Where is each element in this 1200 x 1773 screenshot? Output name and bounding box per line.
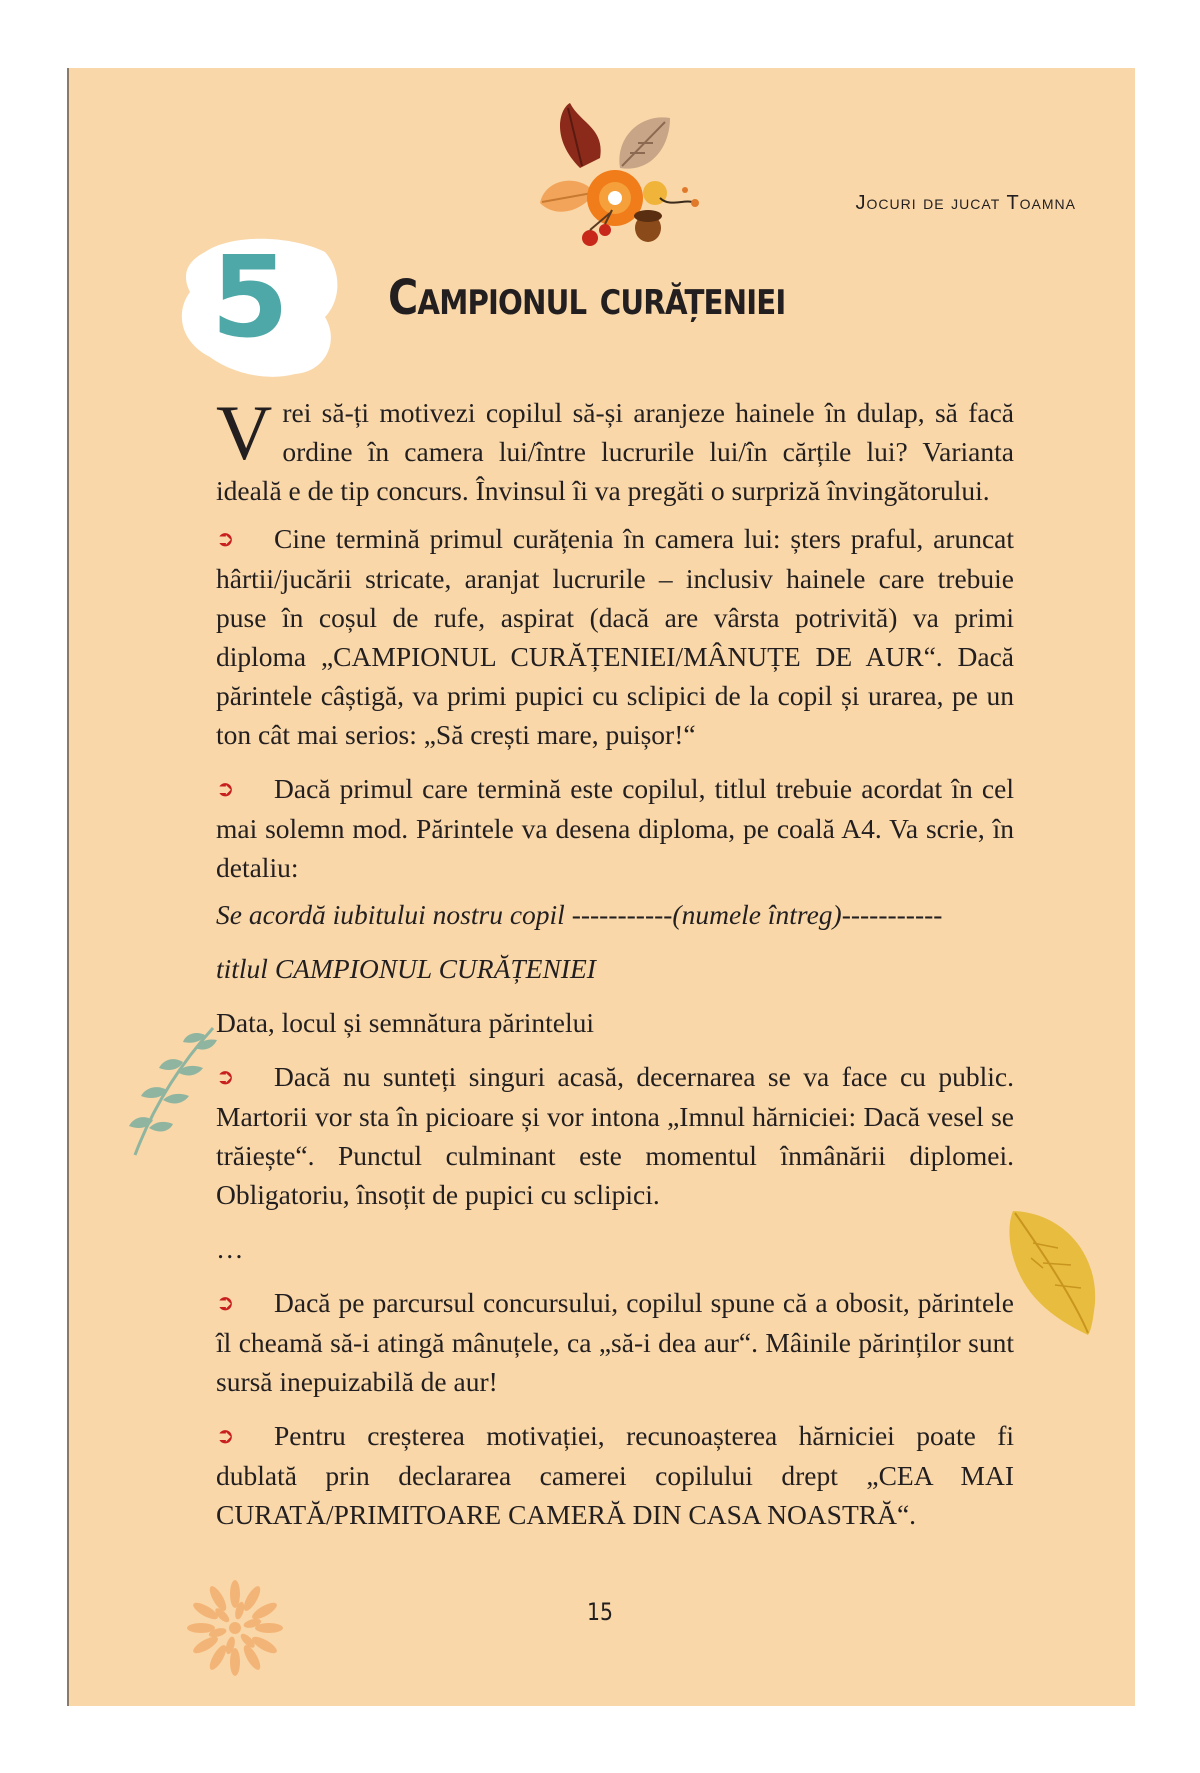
arrow-bullet-icon: ➲: [216, 1065, 235, 1090]
arrow-bullet-icon: ➲: [216, 1424, 235, 1449]
chapter-title: Campionul curățeniei: [388, 270, 786, 326]
arrow-bullet-icon: ➲: [216, 1291, 235, 1316]
bullet-paragraph: ➲ Cine termină primul curățenia în camera lui: șters praful, aruncat hârtii/jucării stricate, aranjat lucrurile – inclusiv hainele care trebuie puse în coșul de rufe, aspirat (dacă are vârsta potrivită) va primi diploma „CAMPIONUL CURĂȚENIEI/MÂNUȚE DE AUR“. Dacă părintele câștigă, va primi pupici cu sclipici de la copil și urarea, pe un ton cât mai serios: „Să crești mare, puișor!“: [216, 519, 1014, 754]
bullet-paragraph: ➲ Pentru creșterea motivației, recunoașterea hărniciei poate fi dublată prin declararea camerei copilului drept „CEA MAI CURATĂ/PRIMITOARE CAMERĂ DIN CASA NOASTRĂ“.: [216, 1416, 1014, 1534]
ellipsis: …: [216, 1233, 244, 1264]
bullet-paragraph: ➲ Dacă nu sunteți singuri acasă, decernarea se va face cu public. Martorii vor sta în picioare și vor intona „Imnul hărniciei: Dacă vesel se trăiește“. Punctul culminant este momentul înmânării diplomei. Obligatoriu, însoțit de pupici cu sclipici.: [216, 1057, 1014, 1214]
flower-mandala-icon: [185, 1578, 285, 1678]
fern-branch-icon: [125, 1020, 220, 1160]
intro-text: rei să-ți motivezi copilul să-și aranjeze hainele în dulap, să facă ordine în camera lui/între lucrurile lui/în cărțile lui? Varianta ideală e de tip concurs. Învinsul îi va pregăti o surpriză învingătorului.: [216, 397, 1014, 506]
running-header: Jocuri de jucat Toamna: [855, 192, 1076, 214]
arrow-bullet-icon: ➲: [216, 777, 235, 802]
drop-cap: V: [216, 389, 273, 476]
bullet-paragraph: ➲ Dacă pe parcursul concursului, copilul spune că a obosit, părintele îl cheamă să-i atingă mânuțele, ca „să-i dea aur“. Mâinile părinților sunt sursă inepuizabilă de aur!: [216, 1283, 1014, 1401]
page-number: 15: [587, 1598, 613, 1626]
intro-paragraph: [216, 389, 1014, 510]
chapter-number: 5: [211, 233, 289, 363]
yellow-leaf-icon: [1003, 1203, 1103, 1338]
arrow-bullet-icon: ➲: [216, 527, 235, 552]
diploma-line: Se acordă iubitului nostru copil -----------(numele întreg)-----------: [216, 899, 943, 930]
diploma-title-line: titlul CAMPIONUL CURĂȚENIEI: [216, 953, 596, 984]
diploma-signature: Data, locul și semnătura părintelui: [216, 1007, 595, 1038]
autumn-leaves-bouquet-icon: [520, 98, 710, 258]
chapter-body: [216, 389, 1014, 1549]
bullet-paragraph: ➲ Dacă primul care termină este copilul, titlul trebuie acordat în cel mai solemn mod. Părintele va desena diploma, pe coală A4. Va scrie, în detaliu:: [216, 769, 1014, 887]
